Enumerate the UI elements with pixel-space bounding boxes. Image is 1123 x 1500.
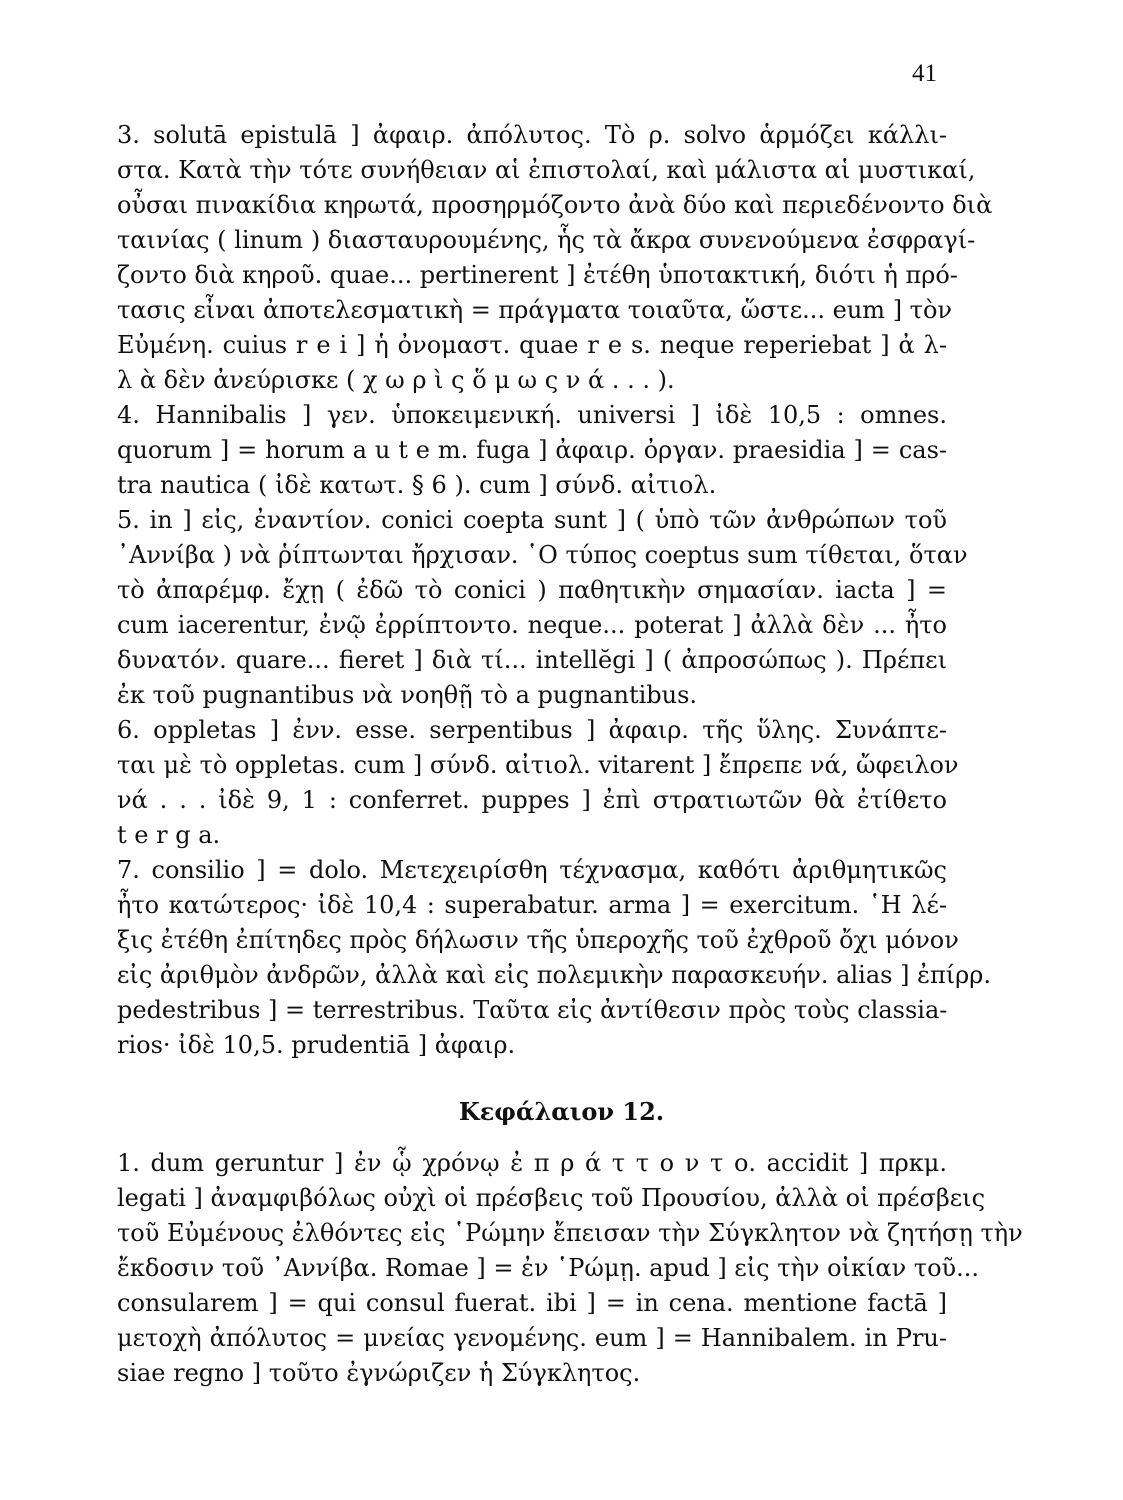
text-line: quorum ] = horum a u t e m. fuga ] ἀφαιρ. ὀργαν. praesidia ] = cas- bbox=[117, 436, 947, 464]
commentary-block-chapter-11 bbox=[117, 118, 993, 1063]
text-line: rios· ἰδὲ 10,5. prudentiā ] ἀφαιρ. bbox=[117, 1031, 516, 1059]
text-line: τὸ ἀπαρέμφ. ἔχῃ ( ἐδῶ τὸ conici ) παθητικὴν σημασίαν. iacta ] = bbox=[117, 576, 947, 604]
text-line: 3. solutā epistulā ] ἀφαιρ. ἀπόλυτος. Τὸ ρ. solvo ἁρμόζει κάλλι- bbox=[117, 121, 947, 149]
commentary-block-chapter-12 bbox=[117, 1146, 1023, 1391]
text-line: νά . . . ἰδὲ 9, 1 : conferret. puppes ] ἐπὶ στρατιωτῶν θὰ ἐτίθετο bbox=[117, 786, 947, 814]
text-line: τοῦ Εὐμένους ἐλθόντες εἰς ῾Ρώμην ἔπεισαν τὴν Σύγκλητον νὰ ζητήσῃ τὴν bbox=[117, 1219, 1023, 1247]
text-line: ξις ἐτέθη ἐπίτηδες πρὸς δήλωσιν τῆς ὑπεροχῆς τοῦ ἐχθροῦ ὄχι μόνον bbox=[117, 926, 959, 954]
page-number: 41 bbox=[912, 60, 937, 87]
text-line: μετοχὴ ἀπόλυτος = μνείας γενομένης. eum ] = Hannibalem. in Pru- bbox=[117, 1324, 947, 1352]
text-line: ἔκδοσιν τοῦ ᾿Αννίβα. Romae ] = ἐν ῾Ρώμῃ. apud ] εἰς τὴν οἰκίαν τοῦ... bbox=[117, 1254, 979, 1282]
text-line: siae regno ] τοῦτο ἐγνώριζεν ἡ Σύγκλητος. bbox=[117, 1359, 641, 1387]
text-line: legati ] ἀναμφιβόλως οὐχὶ οἱ πρέσβεις τοῦ Προυσίου, ἀλλὰ οἱ πρέσβεις bbox=[117, 1184, 986, 1212]
text-line: ταινίας ( linum ) διασταυρουμένης, ἧς τὰ ἄκρα συνενούμενα ἐσφραγί- bbox=[117, 226, 976, 254]
text-line: ἐκ τοῦ pugnantibus νὰ νοηθῇ τὸ a pugnantibus. bbox=[117, 681, 698, 709]
text-line: 6. oppletas ] ἐνν. esse. serpentibus ] ἀφαιρ. τῆς ὕλης. Συνάπτε- bbox=[117, 716, 947, 744]
text-line: δυνατόν. quare... fieret ] διὰ τί... intellĕgi ] ( ἀπροσώπως ). Πρέπει bbox=[117, 646, 947, 674]
text-line: ᾿Αννίβα ) νὰ ῥίπτωνται ἤρχισαν. ῾Ο τύπος coeptus sum τίθεται, ὅταν bbox=[117, 541, 968, 569]
text-line: στα. Κατὰ τὴν τότε συνήθειαν αἱ ἐπιστολαί, καὶ μάλιστα αἱ μυστικαί, bbox=[117, 156, 976, 184]
text-line: Εὐμένη. cuius r e i ] ἡ ὀνομαστ. quae r e s. neque reperiebat ] ἀ λ- bbox=[117, 331, 947, 359]
text-line: 7. consilio ] = dolo. Μετεχειρίσθη τέχνασμα, καθότι ἀριθμητικῶς bbox=[117, 856, 947, 884]
text-line: 1. dum geruntur ] ἐν ᾧ χρόνῳ ἐ π ρ ά τ τ ο ν τ ο. accidit ] πρκμ. bbox=[117, 1149, 947, 1177]
text-line: ἦτο κατώτερος· ἰδὲ 10,4 : superabatur. arma ] = exercitum. ῾Η λέ- bbox=[117, 891, 947, 919]
text-line: ζοντο διὰ κηροῦ. quae... pertinerent ] ἐτέθη ὑποτακτική, διότι ἡ πρό- bbox=[117, 261, 958, 289]
text-line: 5. in ] εἰς, ἐναντίον. conici coepta sunt ] ( ὑπὸ τῶν ἀνθρώπων τοῦ bbox=[117, 506, 947, 534]
text-line: εἰς ἀριθμὸν ἀνδρῶν, ἀλλὰ καὶ εἰς πολεμικὴν παρασκευήν. alias ] ἐπίρρ. bbox=[117, 961, 991, 989]
text-line: ται μὲ τὸ oppletas. cum ] σύνδ. αἰτιολ. vitarent ] ἔπρεπε νά, ὤφειλον bbox=[117, 751, 959, 779]
text-line: tra nautica ( ἰδὲ κατωτ. § 6 ). cum ] σύνδ. αἰτιολ. bbox=[117, 471, 717, 499]
text-line: οὖσαι πινακίδια κηρωτά, προσηρμόζοντο ἀνὰ δύο καὶ περιεδένοντο διὰ bbox=[117, 191, 993, 219]
text-line: 4. Hannibalis ] γεν. ὑποκειμενική. universi ] ἰδὲ 10,5 : omnes. bbox=[117, 401, 947, 429]
text-line: pedestribus ] = terrestribus. Ταῦτα εἰς ἀντίθεσιν πρὸς τοὺς classia- bbox=[117, 996, 948, 1024]
text-line: cum iacerentur, ἐνῷ ἐρρίπτοντο. neque... poterat ] ἀλλὰ δὲν ... ἦτο bbox=[117, 611, 947, 639]
chapter-heading: Κεφάλαιον 12. bbox=[458, 1097, 665, 1126]
text-line: λ ὰ δὲν ἀνεύρισκε ( χ ω ρ ὶ ς ὅ μ ω ς ν ά . . . ). bbox=[117, 366, 675, 394]
text-line: τασις εἶναι ἀποτελεσματικὴ = πράγματα τοιαῦτα, ὥστε... eum ] τὸν bbox=[117, 296, 952, 324]
text-line: t e r g a. bbox=[117, 821, 221, 849]
text-line: consularem ] = qui consul fuerat. ibi ] = in cena. mentione factā ] bbox=[117, 1289, 947, 1317]
